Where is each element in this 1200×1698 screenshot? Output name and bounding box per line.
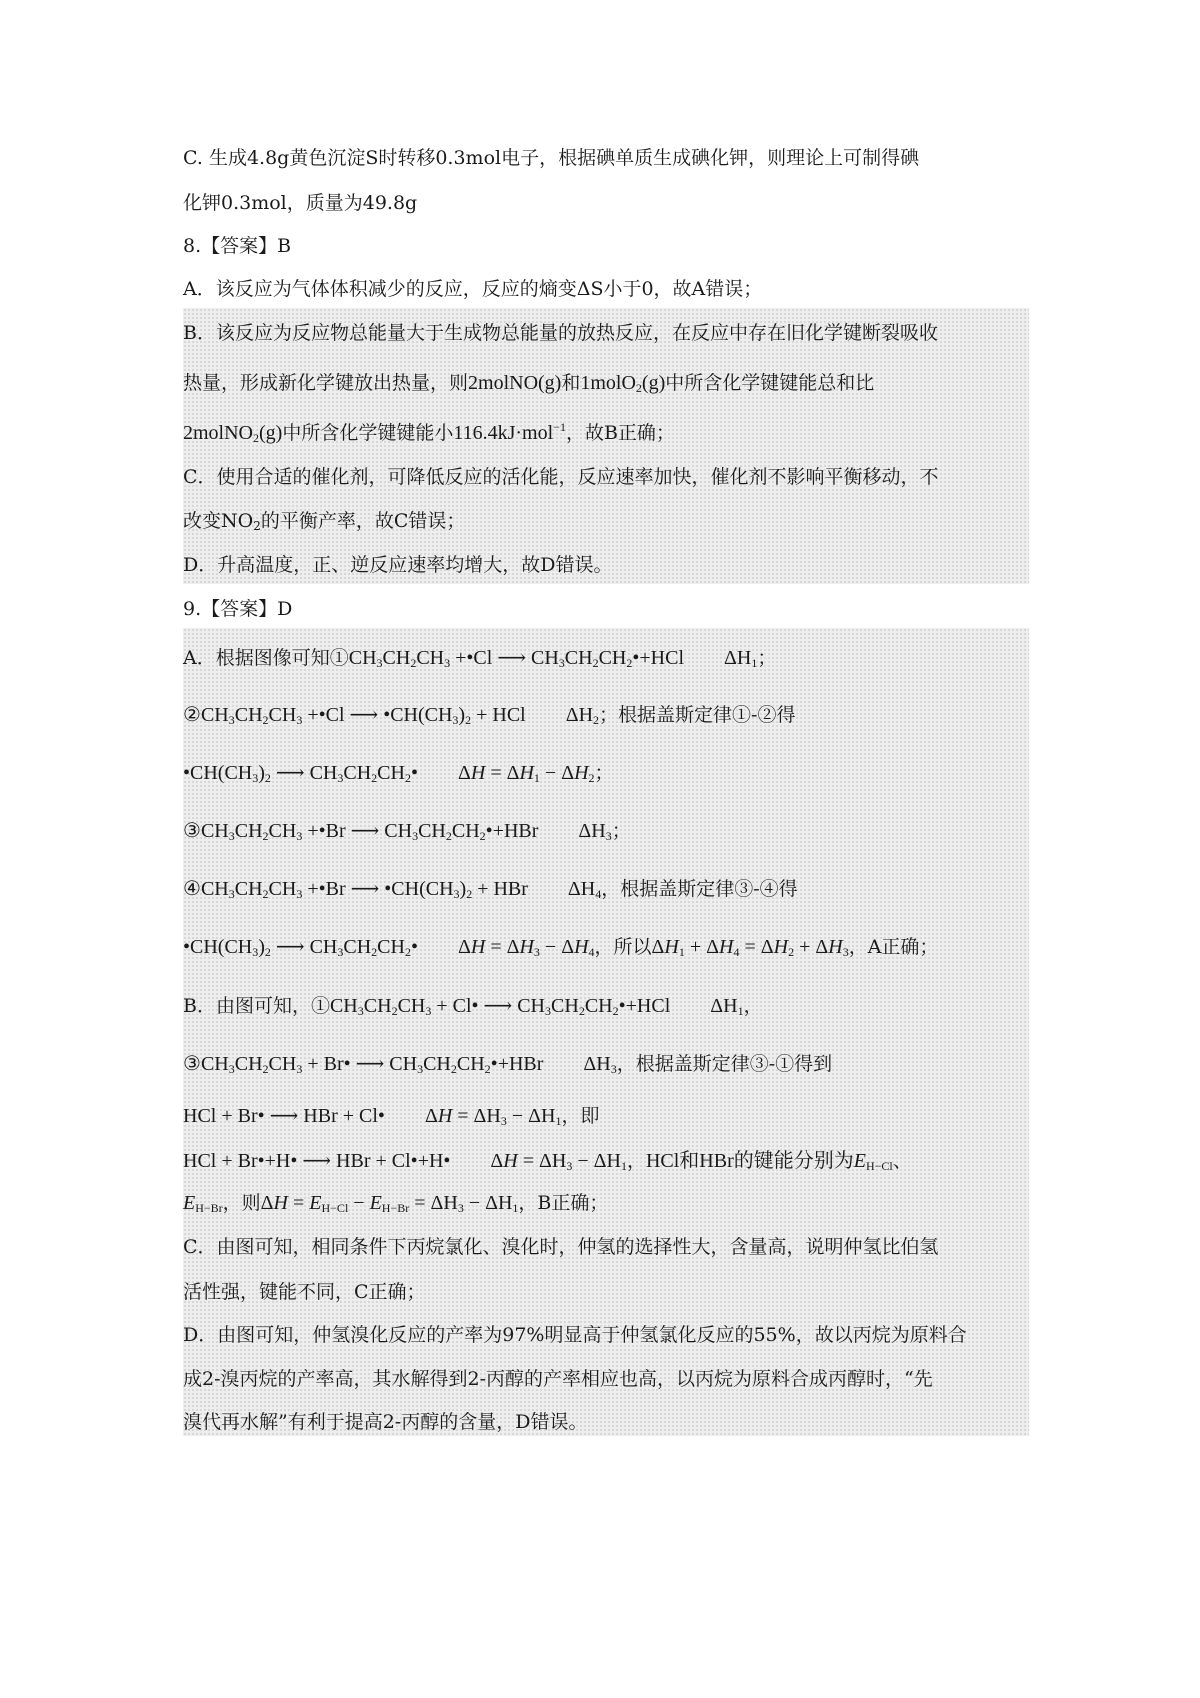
equation-1: $CH_3CH_2CH_3$ +•Cl ⟶ $CH_3CH_2CH_2•+HCl$ $\Delta H_1$ [348, 647, 758, 670]
text-line: HCl + Br• ⟶ HBr + Cl• $\Delta H = \Delta H_3 - \Delta H_1$，即 [183, 1105, 600, 1128]
text-line: 改变$NO_2$的平衡产率，故C错误； [183, 510, 466, 533]
formula: 2molNO(g) [468, 372, 562, 394]
text-line: D．升高温度，正、逆反应速率均增大，故D错误。 [183, 554, 613, 576]
shaded-block-q8 [183, 308, 1029, 584]
text-line: C．由图可知，相同条件下丙烷氯化、溴化时，仲氢的选择性大，含量高，说明仲氢比伯氢 [183, 1236, 939, 1258]
text-line: A．该反应为气体体积减少的反应，反应的熵变ΔS小于0，故A错误； [183, 278, 763, 300]
text-line: A．根据图像可知$①CH_3CH_2CH_3$ +•Cl ⟶ $CH_3CH_2CH_2•+HCl$ $\Delta H_1$； [183, 647, 777, 670]
formula: 1molO$_2$(g) [580, 372, 666, 395]
equation-bond-energy: $\Delta H = E_{H-Cl} - E_{H-Br} = \Delta H_3 - \Delta H_1$ [260, 1192, 519, 1215]
text-line: $③CH_3CH_2CH_3$ + Br• ⟶ $CH_3CH_2CH_2•+HBr$ $\Delta H_3$，根据盖斯定律③-①得到 [183, 1053, 833, 1076]
text-line: C. 生成4.8g黄色沉淀S时转移0.3mol电子，根据碘单质生成碘化钾，则理论上可制得碘 [183, 147, 920, 169]
shaded-block-q9 [183, 628, 1029, 1436]
text-line: 热量，形成新化学键放出热量，则2molNO(g)和1molO$_2$(g)中所含化学键键能总和比 [183, 372, 875, 395]
equation-3: $③CH_3CH_2CH_3$ +•Br ⟶ $CH_3CH_2CH_2•+HBr$ $\Delta H_3$ [183, 820, 612, 843]
equation-combined-2: $•CH(CH_3)_2$ ⟶ $CH_3CH_2CH_2•$ $\Delta H = \Delta H_3 - \Delta H_4$ [183, 936, 595, 959]
formula: 2molNO$_2$(g) [183, 422, 283, 445]
text-line: $E_{H-Br}$，则$\Delta H = E_{H-Cl} - E_{H-Br} = \Delta H_3 - \Delta H_1$，B正确； [183, 1192, 609, 1215]
equation-sum: $\Delta H_1 + \Delta H_4 = \Delta H_2 + \Delta H_3$ [651, 936, 849, 959]
text-line: $④CH_3CH_2CH_3$ +•Br ⟶ $•CH(CH_3)_2$ + HBr $\Delta H_4$，根据盖斯定律③-④得 [183, 878, 798, 901]
text-line: $•CH(CH_3)_2$ ⟶ $CH_3CH_2CH_2•$ $\Delta H = \Delta H_1 - \Delta H_2$； [183, 762, 614, 785]
text-line: 活性强，键能不同，C正确； [183, 1281, 426, 1303]
text-line: D．由图可知，仲氢溴化反应的产率为97%明显高于仲氢氯化反应的55%，故以丙烷为原料合 [183, 1324, 967, 1346]
answer-heading: 8.【答案】B [183, 235, 292, 257]
bond-energy-expression: $E_{H-Br}$ [183, 1192, 223, 1215]
text-line: 2molNO$_2$(g)中所含化学键键能小116.4kJ·mol$^{-1}$，故B正确； [183, 420, 675, 445]
answer-heading: 9.【答案】D [183, 598, 293, 620]
equation-b-atoms: HCl + Br•+H• ⟶ HBr + Cl•+H• $\Delta H = \Delta H_3 - \Delta H_1$ [183, 1150, 627, 1173]
equation-b-combined: HCl + Br• ⟶ HBr + Cl• $\Delta H = \Delta H_3 - \Delta H_1$ [183, 1105, 562, 1128]
text-line: HCl + Br•+H• ⟶ HBr + Cl•+H• $\Delta H = \Delta H_3 - \Delta H_1$，HCl和HBr的键能分别为$E_{H-Cl}$、 [183, 1150, 912, 1173]
text-line: B．由图可知，$①CH_3CH_2CH_3$ + Cl• ⟶ $CH_3CH_2CH_2•+HCl$ $\Delta H_1$， [183, 995, 763, 1018]
text-line: 溴代再水解”有利于提高2-丙醇的含量，D错误。 [183, 1411, 588, 1433]
text-line: 成2-溴丙烷的产率高，其水解得到2-丙醇的产率相应也高，以丙烷为原料合成丙醇时，“先 [183, 1368, 933, 1390]
equation-2: $②CH_3CH_2CH_3$ +•Cl ⟶ $•CH(CH_3)_2$ + HCl $\Delta H_2$ [183, 704, 600, 727]
formula: 116.4kJ·mol$^{-1}$ [453, 420, 566, 444]
text-line: $•CH(CH_3)_2$ ⟶ $CH_3CH_2CH_2•$ $\Delta H = \Delta H_3 - \Delta H_4$，所以$\Delta H_1 + \Delta H_4 = \Delta H_2 + \Delta H_3$，A正确； [183, 936, 939, 959]
text-line: $②CH_3CH_2CH_3$ +•Cl ⟶ $•CH(CH_3)_2$ + HCl $\Delta H_2$；根据盖斯定律①-②得 [183, 704, 796, 727]
text-line: 化钾0.3mol，质量为49.8g [183, 192, 418, 214]
equation-b1: $CH_3CH_2CH_3$ + Cl• ⟶ $CH_3CH_2CH_2•+HCl$ $\Delta H_1$ [329, 995, 744, 1018]
equation-b3: $③CH_3CH_2CH_3$ + Br• ⟶ $CH_3CH_2CH_2•+HBr$ $\Delta H_3$ [183, 1053, 617, 1076]
text-line: B．该反应为反应物总能量大于生成物总能量的放热反应，在反应中存在旧化学键断裂吸收 [183, 322, 938, 344]
text-line: C．使用合适的催化剂，可降低反应的活化能，反应速率加快，催化剂不影响平衡移动，不 [183, 466, 939, 488]
text-line: $③CH_3CH_2CH_3$ +•Br ⟶ $CH_3CH_2CH_2•+HBr$ $\Delta H_3$； [183, 820, 631, 843]
equation-4: $④CH_3CH_2CH_3$ +•Br ⟶ $•CH(CH_3)_2$ + HBr $\Delta H_4$ [183, 878, 602, 901]
equation-combined-1: $•CH(CH_3)_2$ ⟶ $CH_3CH_2CH_2•$ $\Delta H = \Delta H_1 - \Delta H_2$ [183, 762, 595, 785]
